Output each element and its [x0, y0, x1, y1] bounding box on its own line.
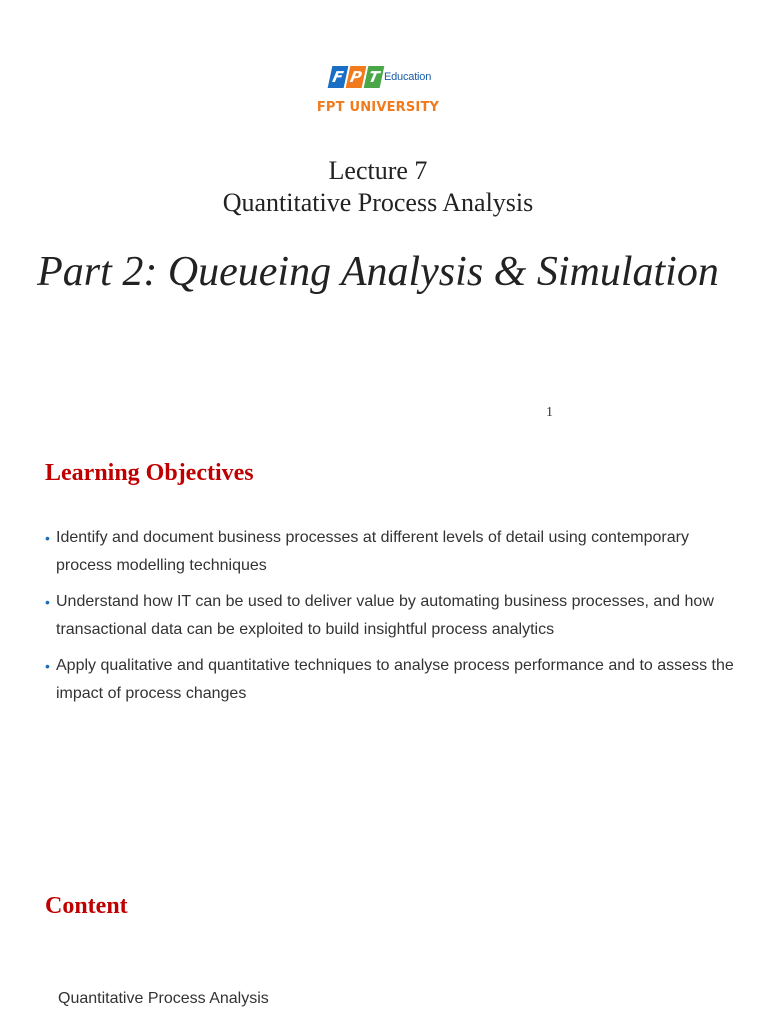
page-number: 1 — [546, 405, 553, 420]
list-item — [45, 524, 735, 580]
fpt-letter-blocks — [330, 66, 384, 90]
fpt-university-logo — [310, 64, 460, 118]
logo-letter-t: T — [364, 66, 385, 88]
part-title: Part 2: Queueing Analysis & Simulation — [37, 249, 719, 295]
logo-letter-p: P — [346, 66, 367, 88]
objective-text: Identify and document business processes at different levels of detail using contemporary process modelling techniques — [56, 529, 689, 574]
logo-letter-f: F — [328, 66, 349, 88]
objective-text: Understand how IT can be used to deliver value by automating business processes, and how transactional data can be exploited to build insightful process analytics — [56, 593, 714, 638]
objective-text: Apply qualitative and quantitative techniques to analyse process performance and to assess the impact of process changes — [56, 657, 734, 702]
lecture-title: Quantitative Process Analysis — [222, 188, 534, 217]
logo-subtitle: Education — [384, 71, 432, 83]
content-heading: Content — [45, 893, 128, 919]
logo-university-name: FPT UNIVERSITY — [316, 100, 440, 115]
learning-objectives-heading: Learning Objectives — [45, 460, 254, 486]
bullet-icon: • — [45, 530, 50, 546]
bullet-icon: • — [45, 594, 50, 610]
list-item — [45, 588, 735, 644]
bullet-icon: • — [45, 658, 50, 674]
content-item: Quantitative Process Analysis — [58, 990, 269, 1007]
objectives-list — [45, 524, 735, 716]
lecture-number: Lecture 7 — [328, 156, 428, 185]
list-item — [45, 652, 735, 708]
